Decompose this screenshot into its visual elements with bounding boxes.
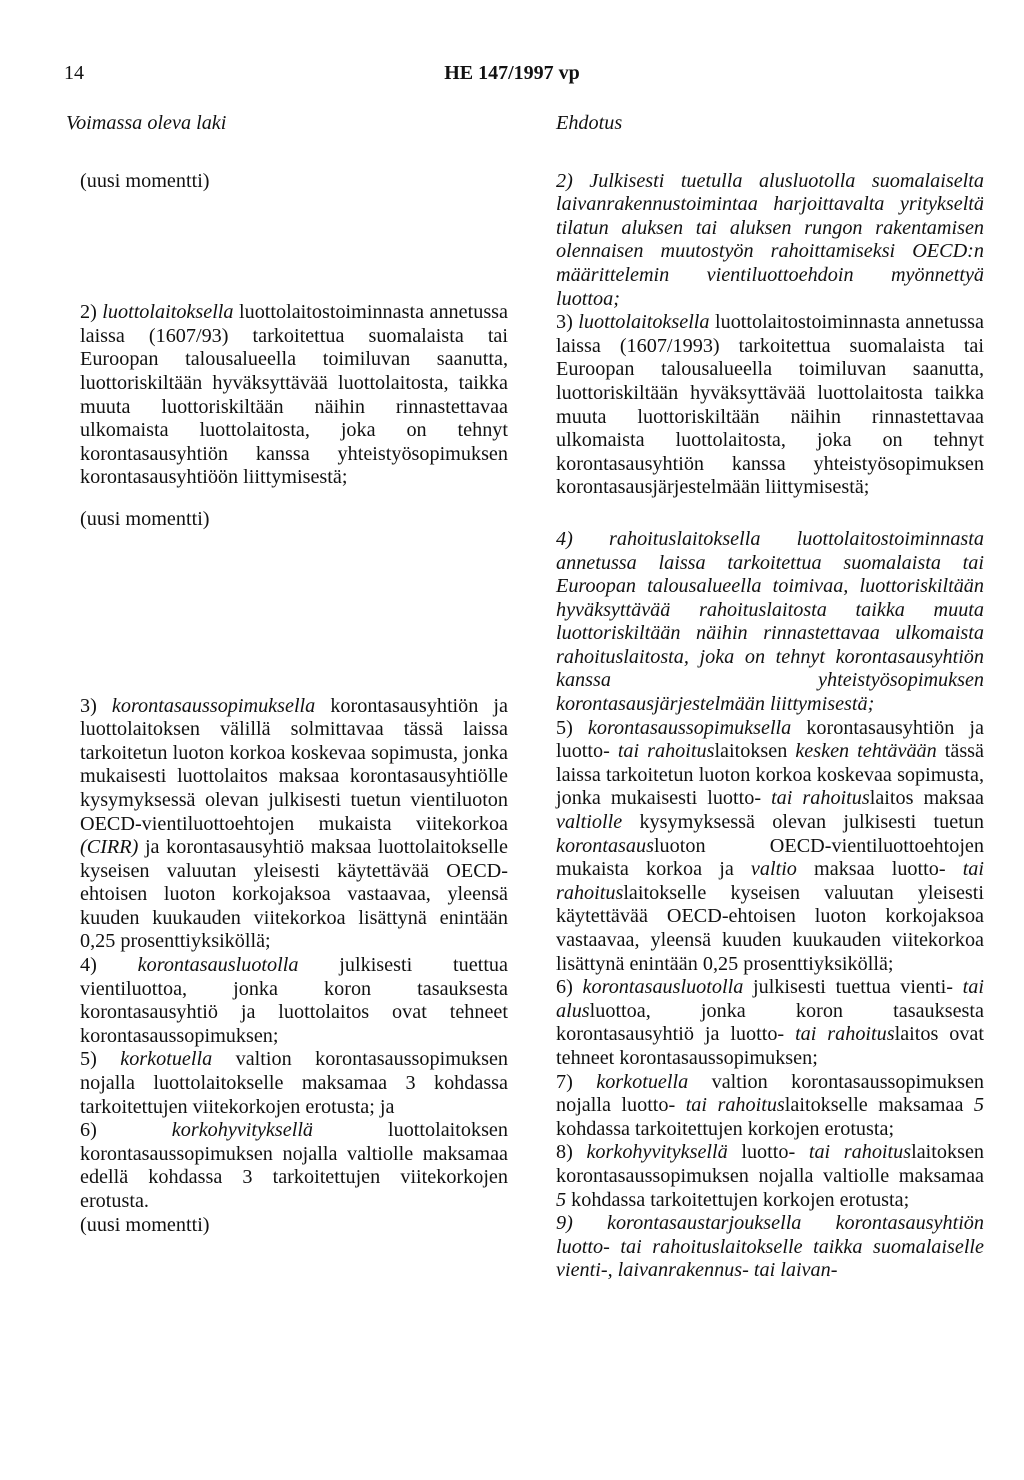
right-paragraph-6: 6) korontasausluotolla julkisesti tuettua vienti- tai alusluottoa, jonka koron tasauksesta korontasausyhtiö ja luotto- tai rahoituslaitos ovat tehneet korontasaussopimuksen; [556, 976, 984, 1069]
right-paragraph-2: 2) Julkisesti tuetulla alusluotolla suomalaiselta laivanrakennustoimintaa harjoittavalta yritykseltä tilatun aluksen tai aluksen rungon rakentamisen olennaisen muutostyön rahoittamiseksi OECD:n määrittelemin vientiluottoehdoin myönnettyä luottoa; [556, 169, 984, 310]
right-paragraph-7: 7) korkotuella valtion korontasaussopimuksen nojalla luotto- tai rahoituslaitokselle maksamaa 5 kohdassa tarkoitettujen korkojen erotusta; [556, 1070, 984, 1140]
right-paragraph-4: 4) rahoituslaitoksella luottolaitostoiminnasta annetussa laissa tarkoitettua suomalaista tai Euroopan talousalueella toimivaa, luottoriskiltään hyväksyttävää rahoituslaitosta taikka muuta luottoriskiltään näihin rinnastettavaa ulkomaista rahoituslaitosta, joka on tehnyt korontasausyhtiön kanssa yhteistyösopimuksen korontasausjärjestelmään liittymisestä; [556, 527, 984, 716]
left-paragraph-2: 2) luottolaitoksella luottolaitostoiminnasta annetussa laissa (1607/93) tarkoitettua suomalaista tai Euroopan talousalueella toimiluvan saanutta, luottoriskiltään hyväksyttävää luottolaitosta, taikka muuta luottoriskiltään näihin rinnastettavaa ulkomaista luottolaitosta, joka on tehnyt korontasausyhtiön kanssa yhteistyösopimuksen korontasausyhtiöön liittymisestä; [80, 301, 508, 489]
document-id: HE 147/1997 vp [444, 62, 580, 84]
right-paragraph-5: 5) korontasaussopimuksella korontasausyhtiön ja luotto- tai rahoituslaitoksen kesken tehtävään tässä laissa tarkoitetun luoton korkoa koskevaa sopimusta, jonka mukaisesti luotto- tai rahoituslaitos maksaa valtiolle kysymyksessä olevan julkisesti tuetun korontasausluoton OECD-vientiluottoehtojen mukaista korkoa ja valtio maksaa luotto- tai rahoituslaitokselle kyseisen valuutan yleisesti käytettävää OECD-ehtoisen luoton korkojaksoa vastaavaa, yleensä kuuden kuukauden viitekorkoa lisättynä enintään 0,25 prosenttiyksiköllä; [556, 716, 985, 975]
right-column-heading: Ehdotus [556, 112, 623, 134]
right-column-proposal [556, 112, 984, 1283]
right-paragraph-9: 9) korontasaustarjouksella korontasausyhtiön luotto- tai rahoituslaitokselle taikka suomalaiselle vienti-, laivanrakennus- tai laivan- [556, 1212, 984, 1282]
right-paragraph-8: 8) korkohyvityksellä luotto- tai rahoituslaitoksen korontasaussopimuksen nojalla valtiolle maksamaa 5 kohdassa tarkoitettujen korkojen erotusta; [556, 1141, 984, 1211]
page-number: 14 [64, 62, 84, 84]
left-column-heading: Voimassa oleva laki [66, 112, 227, 134]
new-subsection-marker-2: (uusi momentti) [80, 507, 210, 530]
right-paragraph-3: 3) luottolaitoksella luottolaitostoiminnasta annetussa laissa (1607/1993) tarkoitettua suomalaista tai Euroopan talousalueella toimiluvan saanutta, luottoriskiltään hyväksyttävää luottolaitosta taikka muuta luottoriskiltään näihin rinnastettavaa ulkomaista luottolaitosta, joka on tehnyt korontasausyhtiön kanssa yhteistyösopimuksen korontasausjärjestelmään liittymisestä; [556, 311, 984, 499]
left-paragraph-5: 5) korkotuella valtion korontasaussopimuksen nojalla luottolaitokselle maksamaa 3 kohdassa tarkoitettujen viitekorkojen erotusta; ja [80, 1048, 508, 1118]
left-column-current-law [66, 112, 508, 1237]
left-paragraph-4: 4) korontasausluotolla julkisesti tuettua vientiluottoa, jonka koron tasauksesta korontasausyhtiö ja luottolaitos ovat tehneet korontasaussopimuksen; [80, 954, 508, 1047]
left-paragraph-3: 3) korontasaussopimuksella korontasausyhtiön ja luottolaitoksen välillä solmittavaa tässä laissa tarkoitetun luoton korkoa koskevaa sopimusta, jonka mukaisesti luottolaitos maksaa korontasausyhtiölle kysymyksessä olevan julkisesti tuetun vientiluoton OECD-vientiluottoehtojen mukaista viitekorkoa (CIRR) ja korontasausyhtiö maksaa luottolaitokselle kyseisen valuutan yleisesti käytettävää OECD-ehtoisen luoton korkojaksoa vastaavaa, yleensä kuuden kuukauden viitekorkoa lisättynä enintään 0,25 prosenttiyksiköllä; [80, 694, 508, 953]
new-subsection-marker-3: (uusi momentti) [80, 1213, 210, 1236]
new-subsection-marker-1: (uusi momentti) [80, 169, 210, 192]
left-paragraph-6: 6) korkohyvityksellä luottolaitoksen korontasaussopimuksen nojalla valtiolle maksamaa edellä kohdassa 3 tarkoitettujen viitekorkojen erotusta. [80, 1119, 508, 1212]
